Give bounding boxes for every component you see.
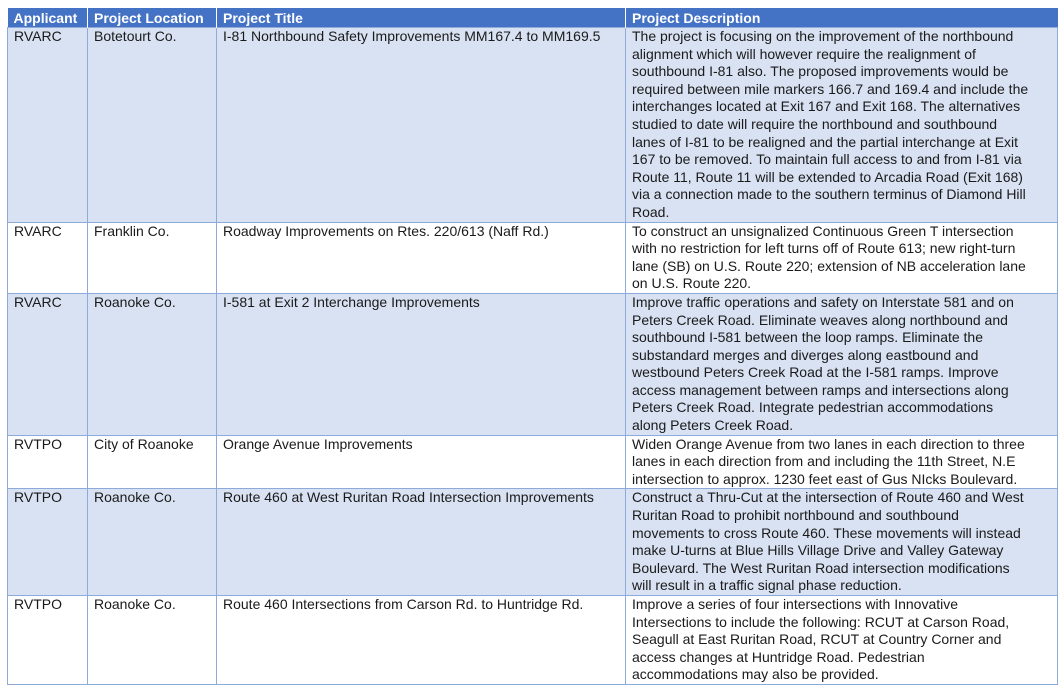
- project-location-cell: Roanoke Co.: [88, 596, 217, 685]
- description-line: southbound I-581 between the loop ramps. Eliminate the: [632, 329, 984, 346]
- project-title-cell: Roadway Improvements on Rtes. 220/613 (Naff Rd.): [217, 222, 626, 293]
- description-line: on U.S. Route 220.: [632, 275, 752, 292]
- description-line: required between mile markers 166.7 and 169.4 and include the: [632, 80, 1029, 97]
- project-location-cell: Roanoke Co.: [88, 489, 217, 596]
- description-line: The project is focusing on the improvement of the northbound: [632, 28, 1014, 44]
- project-location-cell: Roanoke Co.: [88, 293, 217, 435]
- header-applicant: Applicant: [8, 8, 88, 28]
- table-body: [8, 28, 1058, 685]
- description-line: will result in a traffic signal phase reduction.: [632, 577, 902, 594]
- project-description-cell: [626, 222, 1058, 293]
- project-title-cell: Route 460 Intersections from Carson Rd. to Huntridge Rd.: [217, 596, 626, 685]
- description-line: To construct an unsignalized Continuous Green T intersection: [632, 222, 1014, 239]
- description-line: interchanges located at Exit 167 and Exit 168. The alternatives: [632, 98, 1021, 115]
- description-line: substandard merges and diverges along eastbound and: [632, 346, 979, 363]
- description-line: make U-turns at Blue Hills Village Drive and Valley Gateway: [632, 542, 1004, 559]
- header-project-description: Project Description: [626, 8, 1058, 28]
- description-line: southbound I-81 also. The proposed improvements would be: [632, 63, 1009, 80]
- project-description-cell: [626, 435, 1058, 489]
- applicant-cell: RVARC: [8, 293, 88, 435]
- description-line: Route 11, Route 11 will be extended to Arcadia Road (Exit 168): [632, 168, 1023, 185]
- description-line: via a connection made to the southern terminus of Diamond Hill: [632, 186, 1026, 203]
- description-line: access management between ramps and intersections along: [632, 381, 1009, 398]
- description-line: Intersections to include the following: RCUT at Carson Road,: [632, 613, 1010, 630]
- description-line: lane (SB) on U.S. Route 220; extension of NB acceleration lane: [632, 257, 1026, 274]
- description-line: with no restriction for left turns off of Route 613; new right-turn: [632, 240, 1016, 257]
- description-line: intersection to approx. 1230 feet east of Gus NIcks Boulevard.: [632, 470, 1018, 487]
- table-row: [8, 435, 1058, 489]
- project-title-cell: I-581 at Exit 2 Interchange Improvements: [217, 293, 626, 435]
- description-line: westbound Peters Creek Road at the I-581 ramps. Improve: [632, 364, 999, 381]
- description-line: alignment which will however require the realignment of: [632, 45, 976, 62]
- description-line: movements to cross Route 460. These movements will instead: [632, 524, 1021, 541]
- description-line: lanes of I-81 to be realigned and the partial interchange at Exit: [632, 133, 1019, 150]
- project-description-cell: [626, 489, 1058, 596]
- description-line: Peters Creek Road. Integrate pedestrian accommodations: [632, 399, 994, 416]
- description-line: Improve a series of four intersections with Innovative: [632, 596, 959, 612]
- description-line: Boulevard. The West Ruritan Road intersection modifications: [632, 559, 1010, 576]
- description-line: Peters Creek Road. Eliminate weaves along northbound and: [632, 311, 1008, 328]
- description-line: 167 to be removed. To maintain full access to and from I-81 via: [632, 151, 1022, 168]
- description-line: Ruritan Road to prohibit northbound and southbound: [632, 507, 959, 524]
- applicant-cell: RVTPO: [8, 596, 88, 685]
- table-row: [8, 489, 1058, 596]
- description-line: along Peters Creek Road.: [632, 417, 794, 434]
- projects-table: [7, 8, 1058, 685]
- project-title-cell: I-81 Northbound Safety Improvements MM167.4 to MM169.5: [217, 28, 626, 223]
- applicant-cell: RVARC: [8, 28, 88, 223]
- applicant-cell: RVARC: [8, 222, 88, 293]
- project-description-cell: [626, 596, 1058, 685]
- description-line: Construct a Thru-Cut at the intersection of Route 460 and West: [632, 489, 1024, 506]
- description-line: accommodations may also be provided.: [632, 666, 879, 683]
- applicant-cell: RVTPO: [8, 435, 88, 489]
- description-line: studied to date will require the northbound and southbound: [632, 115, 998, 132]
- table-row: [8, 293, 1058, 435]
- project-title-cell: Route 460 at West Ruritan Road Intersection Improvements: [217, 489, 626, 596]
- table-row: [8, 596, 1058, 685]
- description-line: access changes at Huntridge Road. Pedestrian: [632, 648, 925, 665]
- project-location-cell: Botetourt Co.: [88, 28, 217, 223]
- description-line: Improve traffic operations and safety on Interstate 581 and on: [632, 293, 1014, 310]
- description-line: Road.: [632, 203, 670, 220]
- description-line: Widen Orange Avenue from two lanes in each direction to three: [632, 435, 1025, 452]
- description-line: lanes in each direction from and including the 11th Street, N.E: [632, 453, 1016, 470]
- table-row: [8, 28, 1058, 223]
- project-location-cell: City of Roanoke: [88, 435, 217, 489]
- header-project-title: Project Title: [217, 8, 626, 28]
- project-location-cell: Franklin Co.: [88, 222, 217, 293]
- project-description-cell: [626, 293, 1058, 435]
- description-line: Seagull at East Ruritan Road, RCUT at Country Corner and: [632, 631, 1002, 648]
- project-description-cell: [626, 28, 1058, 223]
- header-project-location: Project Location: [88, 8, 217, 28]
- applicant-cell: RVTPO: [8, 489, 88, 596]
- project-title-cell: Orange Avenue Improvements: [217, 435, 626, 489]
- table-row: [8, 222, 1058, 293]
- header-row: [8, 8, 1058, 28]
